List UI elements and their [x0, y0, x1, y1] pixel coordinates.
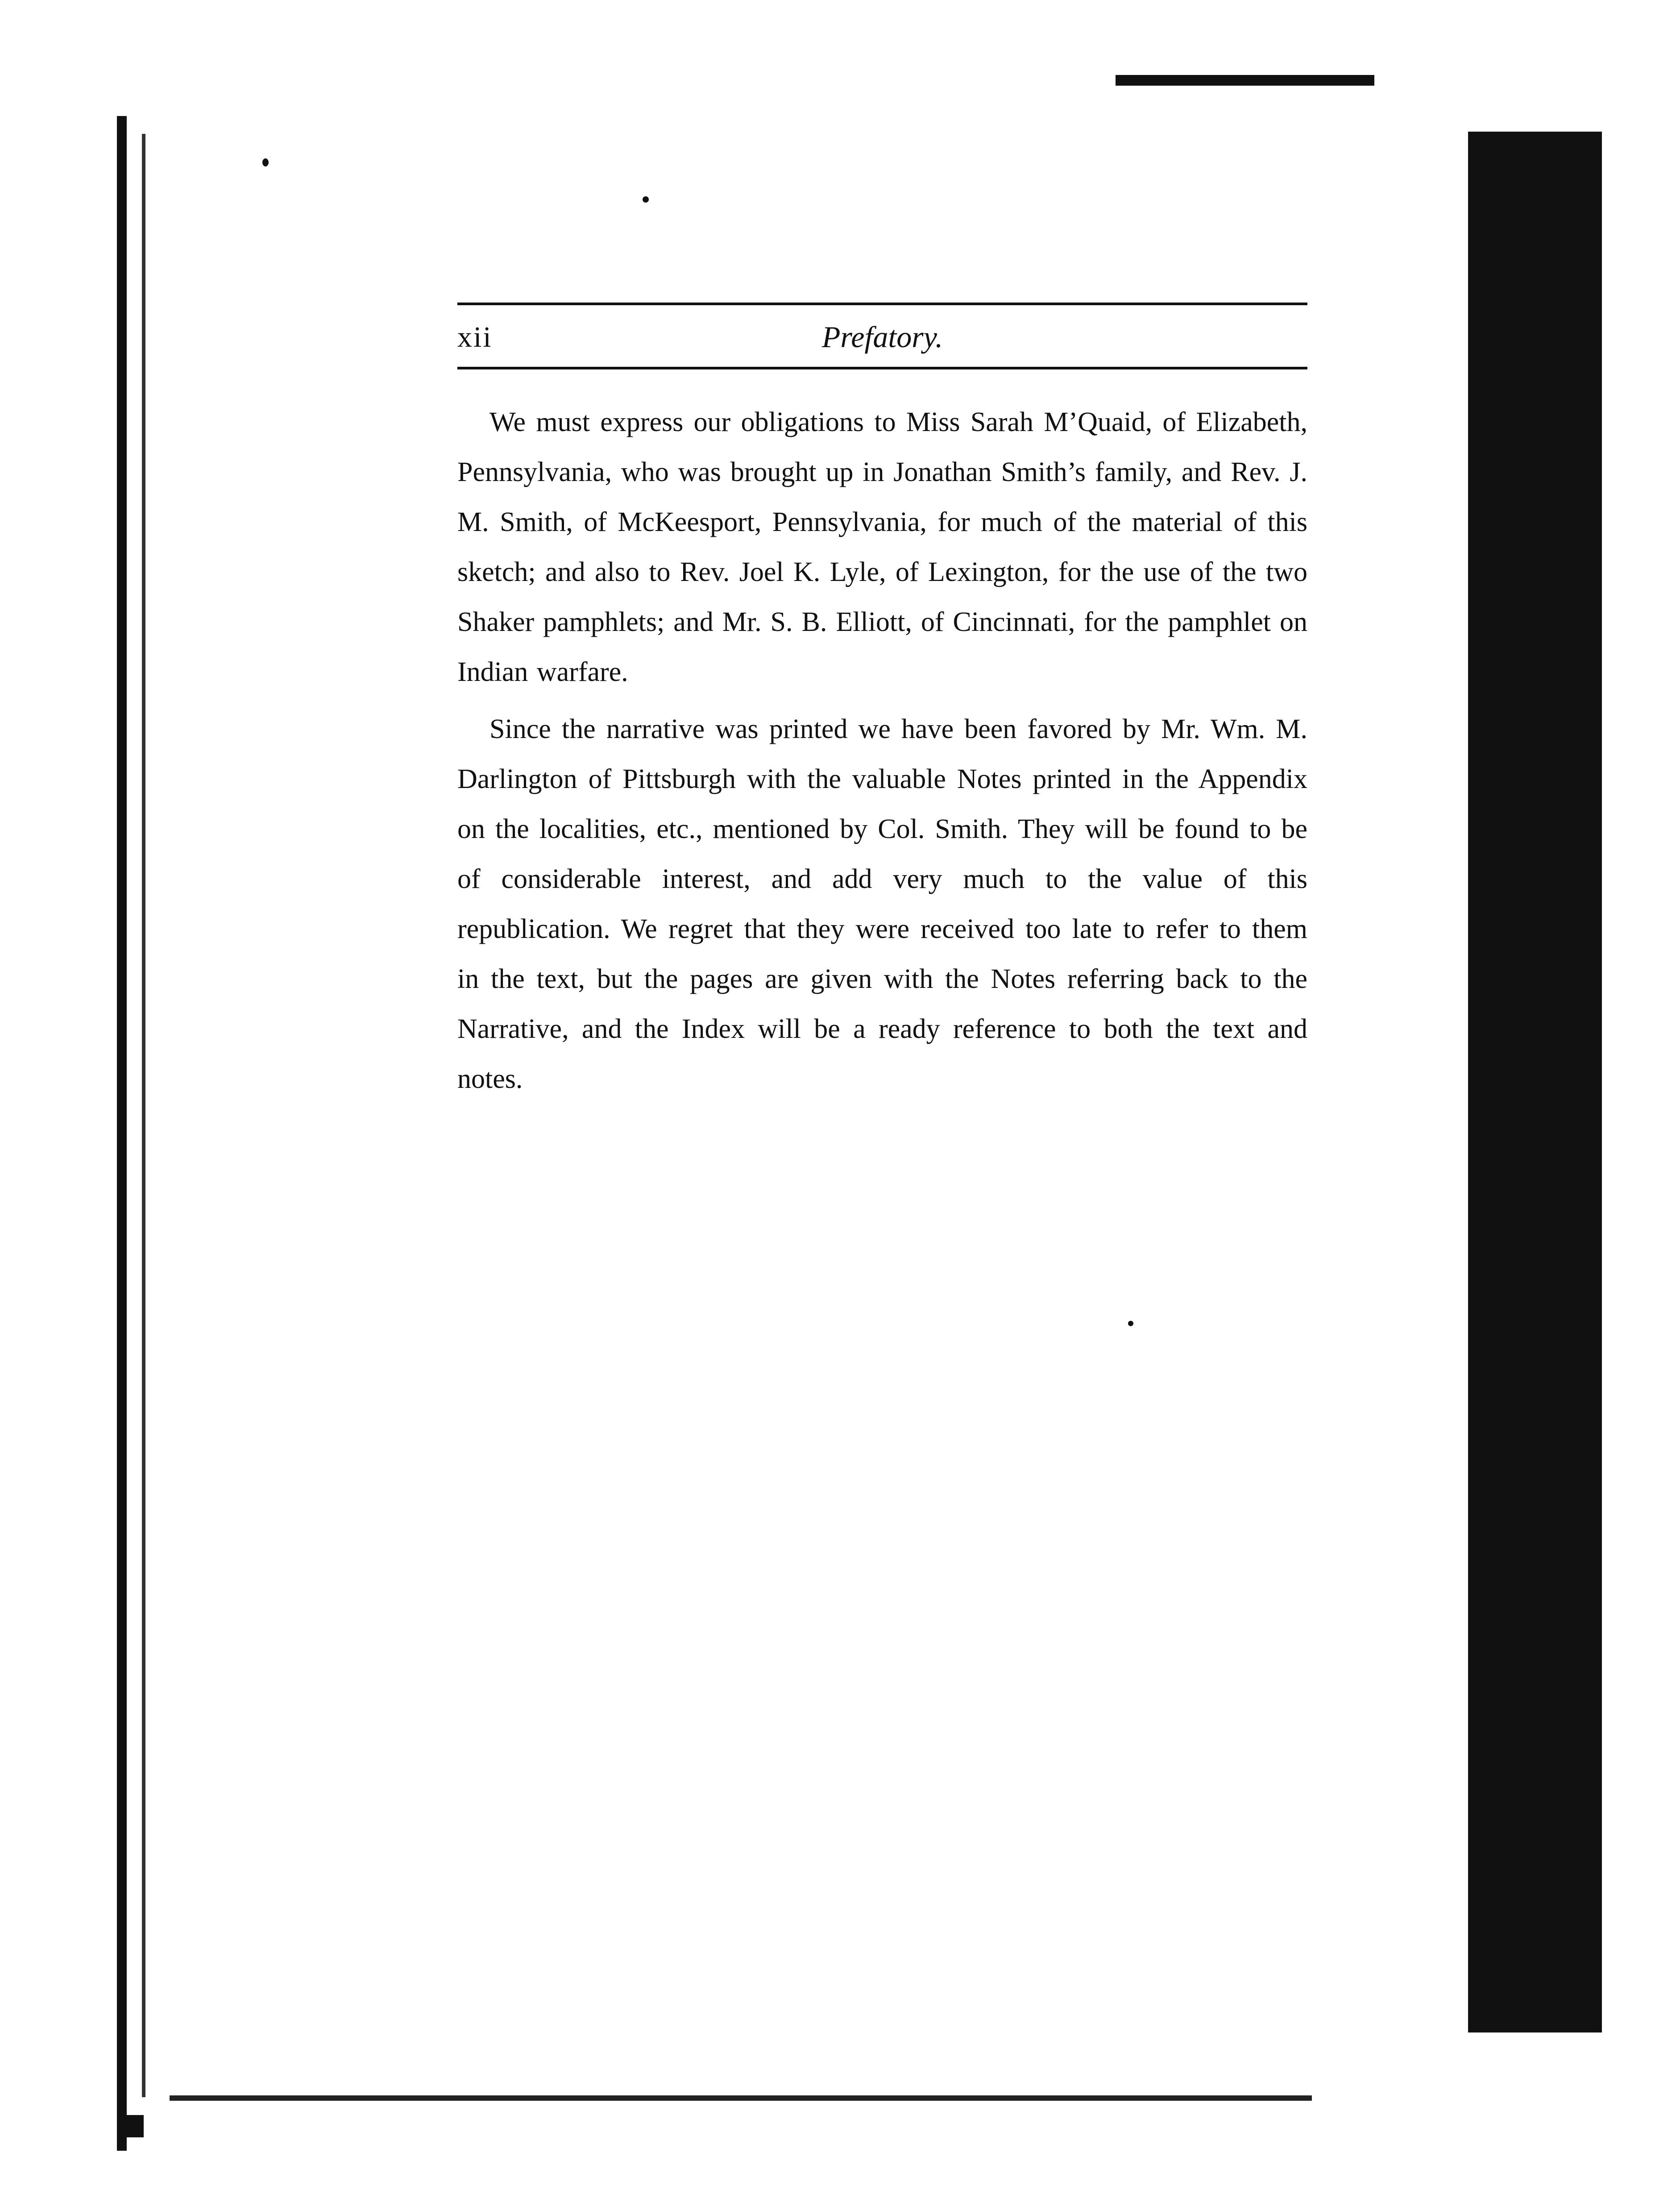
page-number: xii [457, 321, 493, 353]
scan-speck [262, 158, 269, 166]
scan-bottom-corner [117, 2115, 144, 2137]
body-text [457, 397, 1307, 1104]
running-title: Prefatory. [821, 320, 943, 354]
scan-edge-right [1468, 132, 1602, 2032]
running-head [457, 305, 1307, 367]
page-content [457, 303, 1307, 1104]
scan-speck [1128, 1321, 1133, 1326]
paragraph: We must express our obligations to Miss Sarah M’Quaid, of Elizabeth, Pennsylvania, who was brought up in Jonathan Smith’s family, and Rev. J. M. Smith, of McKeesport, Pennsylvania, for much of the material of this sketch; and also to Rev. Joel K. Lyle, of Lexington, for the use of the two Shaker pamphlets; and Mr. S. B. Elliott, of Cincinnati, for the pamphlet on Indian warfare. [457, 407, 1307, 687]
scan-speck [643, 196, 649, 203]
header-rule-bottom [457, 367, 1307, 369]
scan-bottom-bar [170, 2095, 1312, 2101]
paragraph: Since the narrative was printed we have been favored by Mr. Wm. M. Darlington of Pittsburgh with the valuable Notes printed in the Appendix on the localities, etc., mentioned by Col. Smith. They will be found to be of considerable interest, and add very much to the value of this republication. We regret that they were received too late to refer to them in the text, but the pages are given with the Notes referring back to the Narrative, and the Index will be a ready reference to both the text and notes. [457, 714, 1307, 1094]
scan-edge-left-thin [142, 134, 145, 2097]
scan-top-bar [1116, 75, 1374, 86]
scan-edge-left [117, 116, 127, 2151]
